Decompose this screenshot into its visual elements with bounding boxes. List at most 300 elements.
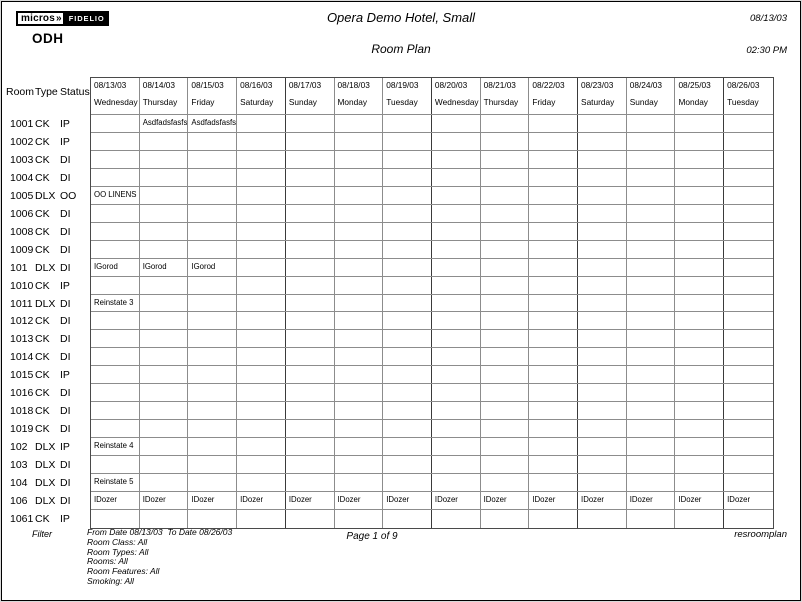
grid-cell [432,330,481,347]
grid-cell [627,223,676,240]
grid-cell [529,366,578,383]
grid-cell [432,223,481,240]
grid-cell [627,295,676,312]
grid-cell [383,295,432,312]
grid-cell [140,384,189,401]
grid-cell [675,384,724,401]
grid-cell [432,510,481,528]
room-row-label [2,169,90,187]
date-header-cell [481,78,530,114]
room-number: 1005 [10,189,34,202]
grid-cell [383,474,432,491]
grid-cell [627,348,676,365]
grid-cell [675,456,724,473]
grid-cell: IDozer [727,495,751,505]
grid-cell: IDozer [675,492,724,509]
grid-cell [383,187,432,204]
grid-cell [675,115,724,132]
grid-cell [237,205,286,222]
grid-row [91,259,773,277]
grid-cell [481,241,530,258]
grid-cell [578,348,627,365]
grid-cell [140,510,189,528]
grid-cell [529,223,578,240]
grid-cell: IGorod [188,259,237,276]
room-type: DLX [35,297,56,310]
grid-row [91,438,773,456]
grid-cell [91,420,140,437]
header-date: 08/13/03 [94,80,127,90]
grid-cell [627,474,676,491]
grid-cell [627,259,676,276]
grid-cell [627,456,676,473]
grid-cell [286,402,335,419]
grid-cell [237,241,286,258]
room-status: DI [60,423,71,436]
grid-cell [140,330,189,347]
grid-cell [481,420,530,437]
grid-cell [140,223,189,240]
grid-cell [91,277,140,294]
room-status: DI [60,477,71,490]
grid-cell: IDozer [383,492,432,509]
grid-cell [675,438,724,455]
room-type: CK [35,369,50,382]
grid-cell [335,402,384,419]
room-number: 1012 [10,315,34,328]
grid-cell [481,223,530,240]
grid-cell [188,133,237,150]
room-status: IP [60,135,70,148]
grid-cell [481,474,530,491]
room-status: OO [60,189,77,202]
grid-cell [91,205,140,222]
grid-cell [91,456,140,473]
grid-cell [627,151,676,168]
room-type: DLX [35,477,56,490]
grid-cell [627,115,676,132]
room-number: 102 [10,441,28,454]
room-row-label [2,330,90,348]
grid-cell [724,438,773,455]
room-number: 1015 [10,369,34,382]
grid-cell [237,169,286,186]
grid-cell [578,510,627,528]
grid-cell [188,420,237,437]
room-type: CK [35,135,50,148]
grid-cell: IDozer [529,492,578,509]
grid-cell [724,151,773,168]
grid-cell [286,366,335,383]
grid-cell [481,312,530,329]
grid-cell [188,295,237,312]
grid-cell [286,259,335,276]
grid-cell [237,420,286,437]
grid-cell [724,510,773,528]
header-day: Tuesday [727,97,759,107]
row-header-labels [2,86,90,98]
grid-cell [188,510,237,528]
grid-row [91,187,773,205]
grid-cell: IDozer [237,492,286,509]
grid-cell [432,169,481,186]
grid-cell [91,151,140,168]
grid-cell: IGorod [140,259,189,276]
grid-cell [140,474,189,491]
grid-cell: Reinstate 4 [91,438,140,455]
grid-cell [383,205,432,222]
grid-cell [481,259,530,276]
header-day: Friday [532,97,556,107]
grid-cell [237,133,286,150]
room-number: 1019 [10,423,34,436]
grid-cell [529,438,578,455]
grid-cell [675,277,724,294]
grid-cell [481,456,530,473]
grid-cell [140,348,189,365]
grid-cell [335,348,384,365]
grid-cell [140,277,189,294]
grid-cell: IDozer [432,492,481,509]
room-type: DLX [35,189,56,202]
grid-cell [627,330,676,347]
room-number: 1008 [10,225,34,238]
grid-cell [529,330,578,347]
grid-cell [383,223,432,240]
room-status: DI [60,405,71,418]
grid-cell [627,384,676,401]
grid-cell [335,187,384,204]
grid-cell [335,295,384,312]
header-day: Wednesday [94,97,138,107]
grid-cell [383,348,432,365]
grid-cell [140,151,189,168]
grid-cell [724,348,773,365]
header-day: Monday [337,97,368,107]
grid-cell [432,115,481,132]
date-header-cell [724,78,773,114]
date-header-cell [188,78,237,114]
grid-cell [724,474,773,491]
room-row-label [2,312,90,330]
grid-cell [578,474,627,491]
room-row-label [2,474,90,492]
date-header-cell [432,78,481,114]
grid-row [91,366,773,384]
grid-cell: IDozer [481,492,530,509]
room-status: DI [60,387,71,400]
grid-cell [237,402,286,419]
grid-cell [481,151,530,168]
grid-cell: Reinstate 3 [91,295,140,312]
room-type: CK [35,225,50,238]
grid-cell [675,330,724,347]
grid-cell [91,223,140,240]
grid-cell [383,456,432,473]
grid-cell [286,348,335,365]
room-type: CK [35,405,50,418]
grid-cell [383,366,432,383]
grid-cell [188,402,237,419]
grid-cell [627,241,676,258]
grid-cell: IDozer [286,492,335,509]
grid-cell [335,133,384,150]
grid-row [91,241,773,259]
room-row-label [2,223,90,241]
room-number: 1006 [10,207,34,220]
header-date: 08/16/03 [240,80,273,90]
grid-cell [383,277,432,294]
grid-cell [529,151,578,168]
room-type: CK [35,423,50,436]
room-number: 101 [10,261,28,274]
room-row-label [2,115,90,133]
filter-line: Rooms: All [87,556,128,567]
grid-cell [432,205,481,222]
grid-cell [675,510,724,528]
grid-cell [237,223,286,240]
grid-cell [578,151,627,168]
page-number: Page 1 of 9 [346,531,398,542]
grid-cell [383,115,432,132]
grid-cell [432,277,481,294]
grid-row [91,115,773,133]
room-column-label: Room [6,86,35,98]
grid-cell [140,420,189,437]
grid-cell [529,277,578,294]
room-number: 103 [10,459,28,472]
grid-cell [286,510,335,528]
grid-cell: Asdfadsfasfs [188,115,237,132]
grid-cell [675,474,724,491]
room-list [2,115,90,528]
header-day: Monday [678,97,708,107]
grid-cell [578,330,627,347]
grid-cell [481,384,530,401]
grid-cell [237,295,286,312]
grid-row [91,474,773,492]
date-header-cell [140,78,189,114]
header-date: 08/14/03 [142,80,175,90]
grid-cell [91,384,140,401]
grid-cell [286,384,335,401]
grid-cell: IGorod [91,259,140,276]
grid-cell [383,384,432,401]
room-status: DI [60,351,71,364]
grid-cell [383,151,432,168]
grid-cell [432,474,481,491]
grid-cell [188,474,237,491]
grid-row [91,169,773,187]
grid-cell [237,438,286,455]
logo-fidelio-text: FIDELIO [65,11,109,26]
report-time: 02:30 PM [746,45,787,56]
room-number: 1018 [10,405,34,418]
grid-cell [91,402,140,419]
room-number: 1003 [10,153,34,166]
grid-cell [432,312,481,329]
grid-cell [237,330,286,347]
room-status: IP [60,117,70,130]
grid-cell [140,456,189,473]
grid-cell [481,295,530,312]
grid-cell [237,456,286,473]
grid-cell [675,187,724,204]
room-number: 1009 [10,243,34,256]
logo-micros-text: micros [21,13,55,24]
grid-cell [627,510,676,528]
room-status: IP [60,279,70,292]
grid-cell [724,133,773,150]
grid-cell [578,438,627,455]
grid-cell [383,312,432,329]
room-number: 1016 [10,387,34,400]
grid-cell [140,133,189,150]
grid-cell [188,348,237,365]
grid-row [91,510,773,528]
grid-cell [335,384,384,401]
grid-cell [481,330,530,347]
filter-line: From Date 08/13/03 To Date 08/26/03 [87,527,233,537]
grid-cell [627,205,676,222]
grid-cell [237,259,286,276]
room-row-label [2,366,90,384]
grid-cell [432,259,481,276]
grid-cell [578,259,627,276]
grid-row [91,277,773,295]
grid-cell [675,241,724,258]
grid-cell [140,366,189,383]
header-day: Thursday [483,97,519,107]
grid-cell [432,348,481,365]
grid-cell [529,420,578,437]
grid-cell [286,330,335,347]
grid-cell [335,241,384,258]
room-row-label [2,384,90,402]
grid-cell [286,456,335,473]
grid-cell [724,169,773,186]
grid-cell [91,330,140,347]
room-row-label [2,295,90,313]
grid-cell [627,169,676,186]
grid-cell [578,133,627,150]
grid-cell [286,420,335,437]
date-header-row [91,78,773,115]
room-type: CK [35,171,50,184]
room-status: DI [60,459,71,472]
grid-cell [335,151,384,168]
grid-cell [724,187,773,204]
grid-cell [91,312,140,329]
grid-cell [724,384,773,401]
room-type: CK [35,153,50,166]
grid-cell [529,474,578,491]
grid-cell [529,115,578,132]
grid-cell [188,384,237,401]
room-status: IP [60,369,70,382]
grid-cell [237,348,286,365]
room-number: 1013 [10,333,34,346]
grid-cell [578,366,627,383]
grid-cell [91,169,140,186]
grid-cell [237,312,286,329]
room-row-label [2,205,90,223]
grid-cell [578,223,627,240]
room-status: DI [60,297,71,310]
grid-cell [140,241,189,258]
grid-cell [578,420,627,437]
grid-cell [383,420,432,437]
grid-cell [724,312,773,329]
logo-chevron-icon: » [56,12,62,24]
room-number: 106 [10,494,28,507]
room-status: DI [60,225,71,238]
grid-cell: IDozer [188,492,237,509]
header-date: 08/20/03 [434,80,468,90]
grid-row [91,330,773,348]
room-number: 104 [10,477,28,490]
grid-cell [140,402,189,419]
room-type: CK [35,351,50,364]
grid-cell [286,312,335,329]
grid-cell [140,312,189,329]
room-status: DI [60,494,71,507]
grid-cell [432,295,481,312]
grid-cell [335,474,384,491]
report-title: Room Plan [371,42,431,56]
grid-cell [627,133,676,150]
grid-row [91,223,773,241]
grid-cell [286,187,335,204]
grid-cell [91,510,140,528]
grid-cell [237,277,286,294]
grid-cell [188,169,237,186]
report-page [1,1,801,601]
grid-cell [529,133,578,150]
room-status: DI [60,333,71,346]
grid-cell [286,205,335,222]
room-row-label [2,438,90,456]
grid-row [91,384,773,402]
grid-row [91,312,773,330]
grid-cell [237,115,286,132]
grid-cell [432,420,481,437]
filter-line: Room Features: All [87,566,160,577]
grid-cell [335,420,384,437]
grid-cell [188,241,237,258]
grid-cell [335,169,384,186]
grid-cell [140,187,189,204]
room-row-label [2,420,90,438]
header-date: 08/23/03 [581,80,614,90]
room-type: CK [35,207,50,220]
grid-cell [481,277,530,294]
grid-cell [529,510,578,528]
grid-cell [578,169,627,186]
grid-row [91,205,773,223]
date-header-cell [627,78,676,114]
grid-cell [627,312,676,329]
header-date: 08/18/03 [337,80,370,90]
grid-cell [140,169,189,186]
grid-cell [529,205,578,222]
room-row-label [2,277,90,295]
room-status: DI [60,171,71,184]
grid-cell [529,312,578,329]
header-date: 08/26/03 [727,80,760,90]
header-date: 08/21/03 [483,80,516,90]
grid-cell [627,402,676,419]
